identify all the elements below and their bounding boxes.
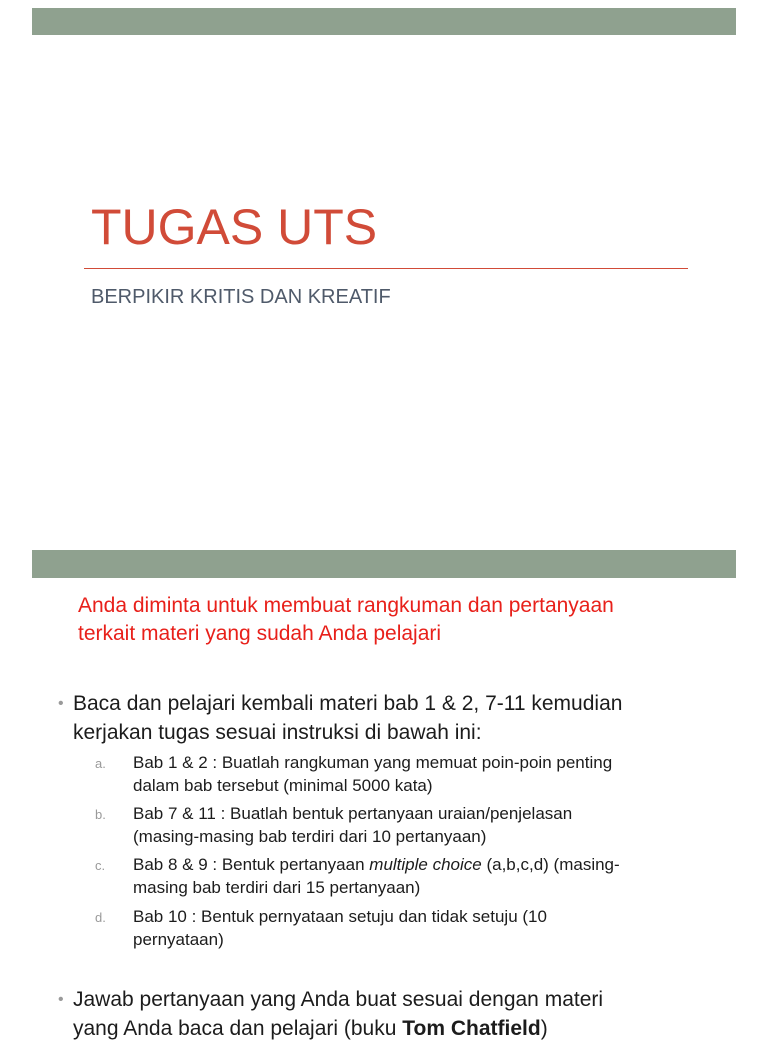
list-item-text — [133, 905, 735, 951]
line-post: (a,b,c,d) (masing- — [481, 855, 620, 874]
slide-title: TUGAS UTS — [91, 199, 378, 255]
list-item-line-2: dalam bab tersebut (minimal 5000 kata) — [133, 776, 433, 795]
intro-text — [78, 592, 738, 648]
emphasis-multiple-choice: multiple choice — [369, 855, 482, 874]
line-pre: Bab 8 & 9 : Bentuk pertanyaan — [133, 855, 370, 874]
list-item-a — [95, 751, 735, 797]
list-item-text — [133, 853, 735, 899]
intro-line-2: terkait materi yang sudah Anda pelajari — [78, 622, 442, 645]
list-item-text — [133, 751, 735, 797]
list-item-b — [95, 802, 735, 848]
list-item-d — [95, 905, 735, 951]
bullet-text — [73, 985, 738, 1043]
list-item-c — [95, 853, 735, 899]
bullet-line-2 — [73, 1014, 738, 1043]
line-pre: yang Anda baca dan pelajari (buku — [73, 1017, 403, 1040]
bullet-line-1: Jawab pertanyaan yang Anda buat sesuai dengan materi — [73, 988, 604, 1011]
list-item-line-2: pernyataan) — [133, 930, 224, 949]
list-item-line-1: Bab 10 : Bentuk pernyataan setuju dan tidak setuju (10 — [133, 907, 547, 926]
list-item-line-2: (masing-masing bab terdiri dari 10 pertanyaan) — [133, 827, 487, 846]
list-marker: d. — [95, 910, 106, 925]
list-item-line-1 — [133, 853, 735, 876]
bullet-text — [73, 689, 738, 747]
bullet-dot-icon: • — [58, 991, 64, 1008]
bullet-read-materials — [58, 689, 738, 747]
list-item-line-2: masing bab terdiri dari 15 pertanyaan) — [133, 878, 421, 897]
list-marker: a. — [95, 756, 106, 771]
title-divider — [84, 268, 688, 269]
slide2-header-band — [32, 550, 736, 578]
author-name: Tom Chatfield — [402, 1017, 541, 1040]
slide-subtitle: BERPIKIR KRITIS DAN KREATIF — [91, 286, 391, 308]
bullet-line-1: Baca dan pelajari kembali materi bab 1 & 2, 7-11 kemudian — [73, 692, 623, 715]
list-marker: b. — [95, 807, 106, 822]
intro-line-1: Anda diminta untuk membuat rangkuman dan pertanyaan — [78, 594, 614, 617]
bullet-line-2: kerjakan tugas sesuai instruksi di bawah ini: — [73, 721, 482, 744]
list-marker: c. — [95, 858, 106, 873]
list-item-text — [133, 802, 735, 848]
list-item-line-1: Bab 7 & 11 : Buatlah bentuk pertanyaan uraian/penjelasan — [133, 804, 573, 823]
line-post: ) — [540, 1017, 548, 1040]
bullet-answer-questions — [58, 985, 738, 1043]
slide1-header-band — [32, 8, 736, 35]
list-item-line-1: Bab 1 & 2 : Buatlah rangkuman yang memuat poin-poin penting — [133, 753, 613, 772]
bullet-dot-icon: • — [58, 695, 64, 712]
